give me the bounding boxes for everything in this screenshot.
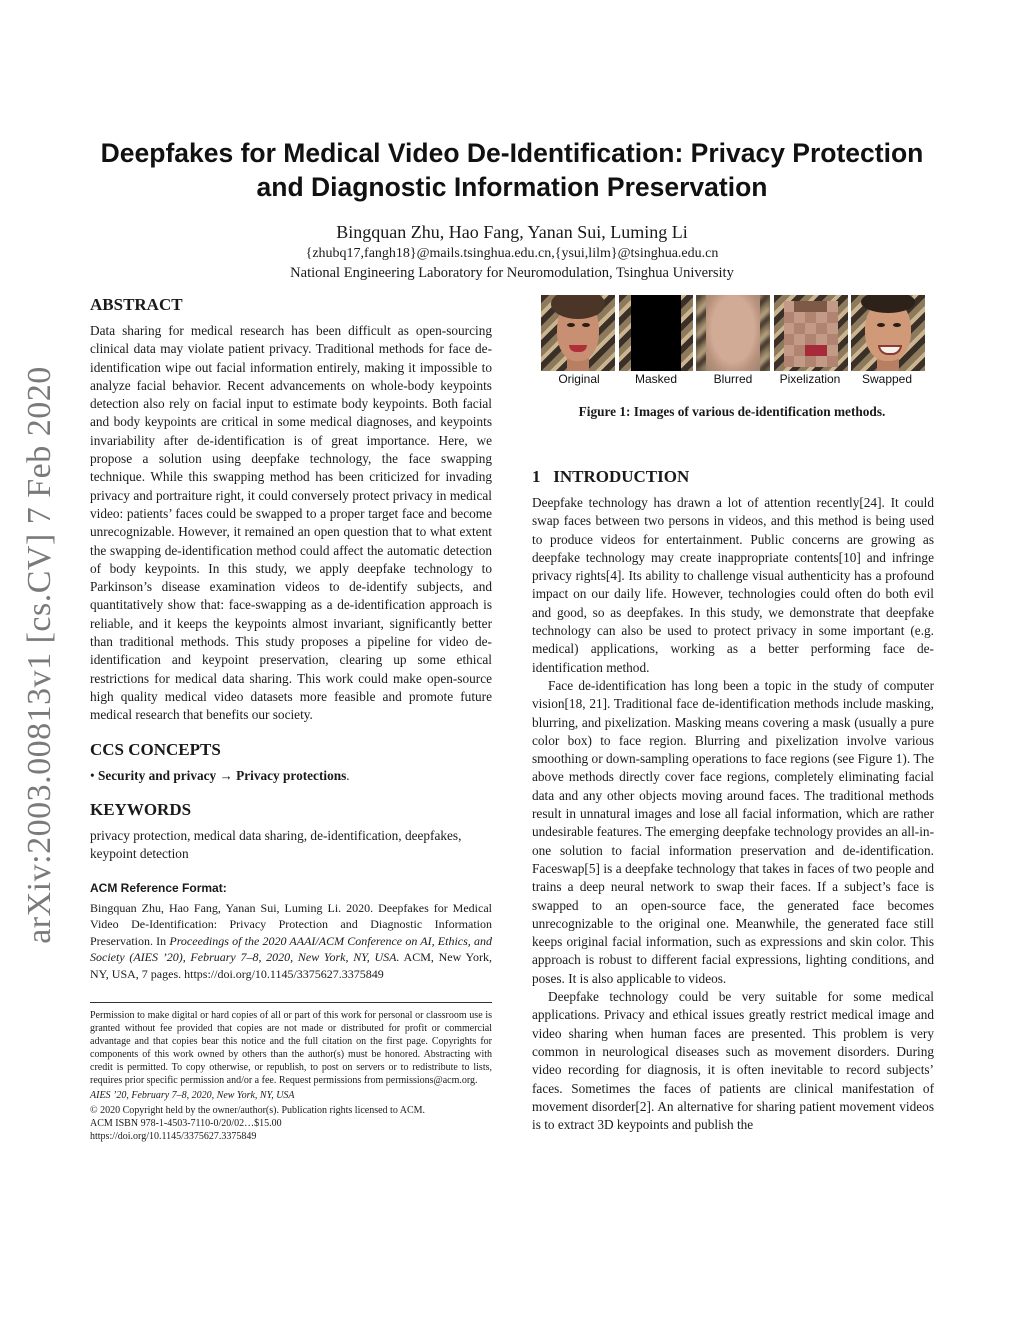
- acm-ref-part1: Bingquan Zhu, Hao Fang, Yanan Sui, Luming Li. 2020. Deepfakes for Medical Video De-Identification: Privacy Protection and Diagnostic Information Preservation. In: [90, 900, 492, 948]
- acm-ref-text: [90, 900, 492, 983]
- face-images: [541, 295, 925, 371]
- label-masked: Masked: [634, 372, 678, 386]
- authors: Bingquan Zhu, Hao Fang, Yanan Sui, Luming Li: [336, 222, 688, 242]
- paper-title: Deepfakes for Medical Video De-Identification: Privacy Protection and Diagnostic Information Preservation: [100, 138, 924, 202]
- label-original: Original: [558, 372, 600, 386]
- acm-ref-heading: ACM Reference Format:: [90, 881, 227, 896]
- keywords-text: privacy protection, medical data sharing, de-identification, deepfakes, keypoint detection: [90, 827, 462, 862]
- ccs-heading: CCS CONCEPTS: [90, 739, 221, 759]
- keywords-heading: KEYWORDS: [90, 799, 192, 819]
- ccs-item-end: .: [346, 767, 350, 783]
- isbn-text: ACM ISBN 978-1-4503-7110-0/20/02…$15.00: [90, 1118, 282, 1130]
- intro-paragraph-1: Deepfake technology has drawn a lot of attention recently[24]. It could swap faces between two persons in videos, and this method is being used to produce videos for entertainment. Public concerns are growing as deepfake technology may create inappropriate contents[10] and infringe privacy rights[4]. Its ability to challenge visual authenticity has a profound impact on our daily life. However, technologies could often do both evil and good, so as deepfakes. In this study, we demonstrate that deepfake technology can also be used to protect privacy in some important (e.g. medical) applications, working as a better performing face de-identification method.: [532, 495, 934, 675]
- ccs-bullet: •: [90, 767, 95, 783]
- arxiv-stamp: [10, 360, 70, 950]
- arxiv-stamp-text: arXiv:2003.00813v1 [cs.CV] 7 Feb 2020: [21, 366, 58, 944]
- intro-paragraph-2: Face de-identification has long been a topic in the study of computer vision[18, 21]. Traditional face de-identification methods include masking, blurring, and pixelization. Masking means covering a mask (usually a pure color box) to face region. Blurring and pixelization involve various smoothing or down-sampling operations to face regions (see Figure 1). The above methods directly cover face regions, completely eliminating facial data and any other objects moving around faces. The traditional methods result in unnatural images and lose all facial information, which are rather undesirable features. The emerging deepfake technology provides an all-in-one solution to facial information preservation and de-identification. Faceswap[5] is a deepfake technology that takes in faces of two people and trains a deep neural network to swap their faces. If a subject’s face is swapped to an open-source face, the generated face becomes unrecognizable to the original one. Meanwhile, the generated face still keeps original facial information, such as expressions and skin color. This approach is robust to different facial expressions, lighting conditions, and poses. It is also applicable to videos.: [532, 677, 934, 986]
- acm-ref-proceedings: Proceedings of the 2020 AAAI/ACM Conference on AI, Ethics, and Society (AIES ’20), February 7–8, 2020, New York, NY, USA.: [90, 933, 492, 965]
- footnote-rule: [90, 1002, 492, 1003]
- intro-paragraph-3: Deepfake technology could be very suitable for some medical applications. Privacy and ethical issues greatly restrict medical image and video sharing when human faces are presented. This problem is very common in neurological diseases such as movement disorders. During video recording for diagnosis, it is often inevitable to record subjects’ faces. Sometimes the faces of patients are clinical manifestation of movement disorder[2]. An alternative for sharing patient movement videos is to extract 3D keypoints and publish the: [532, 989, 934, 1133]
- face-swapped: [851, 295, 925, 371]
- affiliation: National Engineering Laboratory for Neuromodulation, Tsinghua University: [290, 265, 734, 281]
- doi-text: https://doi.org/10.1145/3375627.3375849: [90, 1131, 257, 1143]
- face-pixelization: [774, 295, 848, 371]
- introduction-heading: 1 INTRODUCTION: [532, 467, 690, 486]
- right-column: [532, 466, 934, 1134]
- face-blurred: [696, 295, 770, 371]
- abstract-text: Data sharing for medical research has been difficult as open-sourcing clinical data may violate patient privacy. Traditional methods for face de-identification wipe out facial information entirely, making it impossible to analyze facial behavior. Recent advancements on whole-body keypoints detection also rely on facial input to estimate body keypoints. Both facial and body keypoints are critical in some medical diagnoses, and keypoints invariability after de-identification is of great importance. Here, we propose a solution using deepfake technology, the face swapping technique. While this swapping method has been criticized for invading privacy and portraiture right, it could conversely protect privacy in medical video: patients’ faces could be swapped to a proper target face and become unrecognizable. However, it remained an open question that to what extent the swapping de-identification method could affect the automatic detection of body keypoints. In this study, we apply deepfake technology to Parkinson’s disease examination videos to de-identify subjects, and quantitatively show that: face-swapping as a de-identification approach is reliable, and it keeps the keypoints almost invariant, significantly better than traditional methods. This study proposes a pipeline for video de-identification and keypoint preservation, clearing up some ethical restrictions for medical data sharing. This work could make open-source high quality medical video datasets more feasible and promote future medical research that benefits our society.: [90, 323, 492, 723]
- figure-labels: [541, 372, 925, 386]
- ccs-item-text: Security and privacy → Privacy protections: [97, 767, 347, 783]
- ccs-item: [90, 767, 492, 785]
- acm-ref-part2: ACM, New York, NY, USA, 7 pages. https://doi.org/10.1145/3375627.3375849: [90, 950, 492, 981]
- figure-1: [541, 295, 925, 386]
- label-pixelization: Pixelization: [779, 372, 841, 386]
- face-original: [541, 295, 615, 371]
- permission-footnote: [90, 1009, 492, 1143]
- label-swapped: Swapped: [861, 372, 913, 386]
- permission-text: Permission to make digital or hard copies of all or part of this work for personal or classroom use is granted without fee provided that copies are not made or distributed for profit or commercial advantage and that copies bear this notice and the full citation on the first page. Copyrights for components of this work owned by others than the author(s) must be honored. Abstracting with credit is permitted. To copy otherwise, or republish, to post on servers or to redistribute to lists, requires prior specific permission and/or a fee. Request permissions from permissions@acm.org.: [90, 1010, 492, 1087]
- venue-text: AIES ’20, February 7–8, 2020, New York, NY, USA: [90, 1090, 295, 1102]
- abstract-heading: ABSTRACT: [90, 295, 183, 314]
- left-column: [90, 294, 492, 1143]
- copyright-text: © 2020 Copyright held by the owner/author(s). Publication rights licensed to ACM.: [90, 1105, 426, 1117]
- label-blurred: Blurred: [713, 372, 753, 386]
- author-emails: {zhubq17,fangh18}@mails.tsinghua.edu.cn,{ysui,lilm}@tsinghua.edu.cn: [305, 246, 719, 261]
- face-masked: [619, 295, 693, 371]
- figure-caption: Figure 1: Images of various de-identification methods.: [578, 404, 886, 419]
